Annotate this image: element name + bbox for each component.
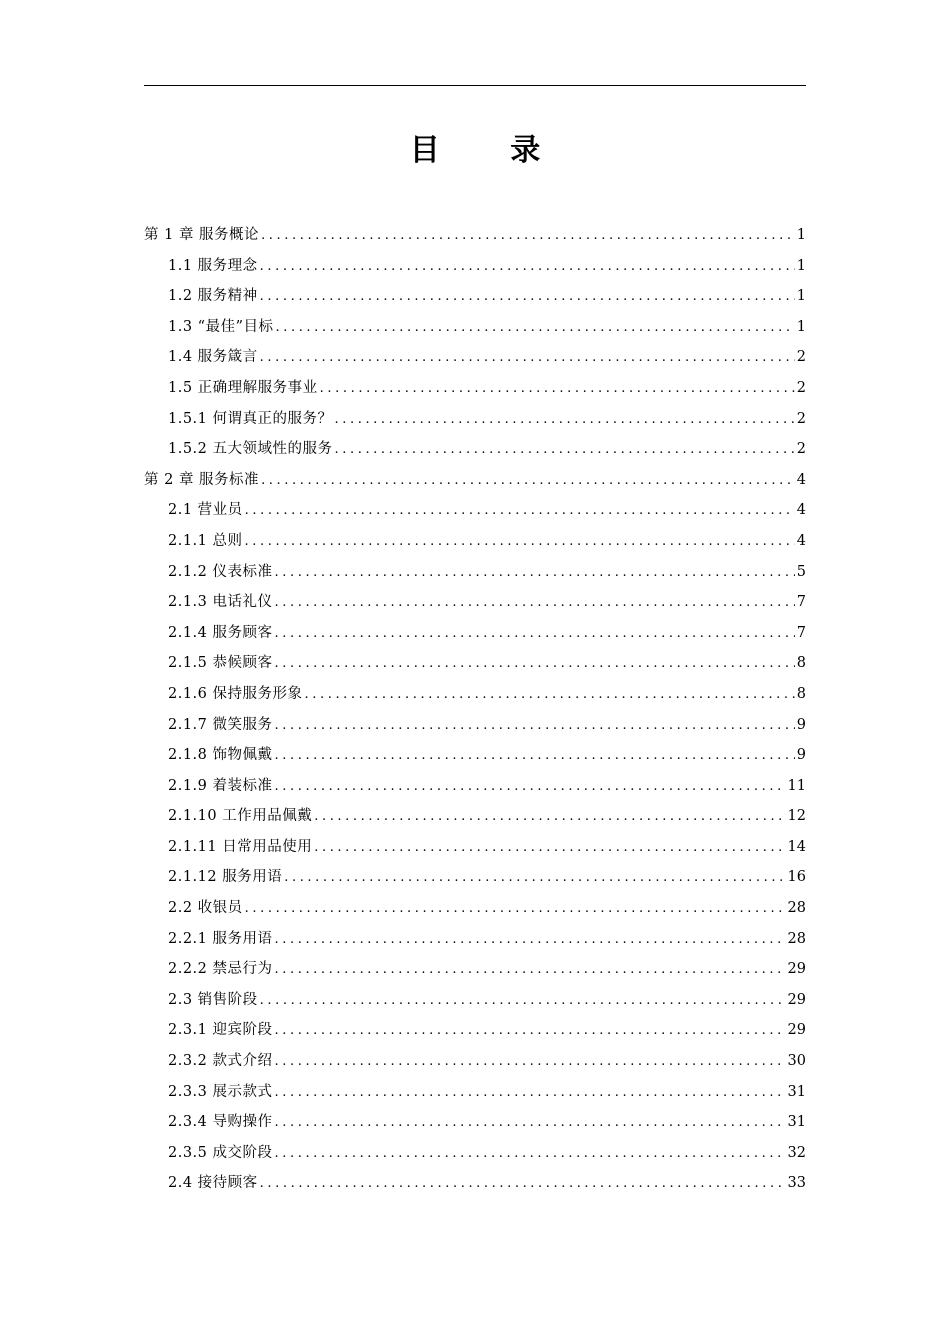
toc-section-entry[interactable]: [144, 740, 806, 771]
toc-entry-page-number: 1: [796, 257, 806, 274]
toc-entry-label: 1.5.2 五大领域性的服务: [168, 441, 333, 458]
toc-dot-leader: [275, 925, 786, 956]
toc-entry-page-number: 4: [796, 471, 806, 488]
toc-entry-page-number: 9: [796, 747, 806, 764]
table-of-contents: [144, 220, 806, 1199]
toc-entry-page-number: 11: [787, 777, 806, 794]
toc-dot-leader: [305, 680, 795, 711]
toc-section-entry[interactable]: [144, 710, 806, 741]
toc-section-entry[interactable]: [144, 1015, 806, 1046]
toc-entry-label: 2.4 接待顾客: [168, 1175, 258, 1192]
toc-chapter-entry[interactable]: [144, 465, 806, 496]
toc-entry-label: 1.4 服务箴言: [168, 349, 258, 366]
toc-dot-leader: [275, 955, 786, 986]
toc-section-entry[interactable]: [144, 1046, 806, 1077]
toc-entry-page-number: 33: [787, 1175, 806, 1192]
toc-entry-label: 2.1.12 服务用语: [168, 869, 283, 886]
toc-section-entry[interactable]: [144, 557, 806, 588]
toc-entry-page-number: 30: [787, 1053, 806, 1070]
toc-entry-label: 2.2 收银员: [168, 900, 243, 917]
toc-entry-page-number: 2: [796, 410, 806, 427]
toc-dot-leader: [320, 374, 795, 405]
toc-chapter-entry[interactable]: [144, 220, 806, 251]
toc-section-entry[interactable]: [144, 954, 806, 985]
toc-entry-page-number: 5: [796, 563, 806, 580]
toc-entry-page-number: 2: [796, 349, 806, 366]
toc-entry-label: 2.3.1 迎宾阶段: [168, 1022, 273, 1039]
toc-entry-label: 2.2.1 服务用语: [168, 930, 273, 947]
toc-entry-label: 2.1.9 着装标准: [168, 777, 273, 794]
toc-entry-page-number: 29: [787, 1022, 806, 1039]
toc-dot-leader: [275, 711, 795, 742]
toc-section-entry[interactable]: [144, 648, 806, 679]
toc-entry-page-number: 28: [787, 930, 806, 947]
toc-section-entry[interactable]: [144, 832, 806, 863]
toc-entry-label: 1.5 正确理解服务事业: [168, 379, 318, 396]
toc-entry-page-number: 1: [796, 288, 806, 305]
toc-dot-leader: [260, 1169, 786, 1200]
toc-dot-leader: [275, 772, 786, 803]
toc-entry-page-number: 29: [787, 961, 806, 978]
toc-entry-page-number: 31: [787, 1114, 806, 1131]
toc-dot-leader: [335, 435, 795, 466]
toc-section-entry[interactable]: [144, 342, 806, 373]
toc-section-entry[interactable]: [144, 434, 806, 465]
toc-entry-label: 2.1.8 饰物佩戴: [168, 747, 273, 764]
toc-entry-label: 第 2 章 服务标准: [144, 471, 260, 488]
toc-section-entry[interactable]: [144, 862, 806, 893]
toc-entry-page-number: 1: [796, 318, 806, 335]
toc-entry-page-number: 31: [787, 1083, 806, 1100]
toc-entry-label: 2.1.3 电话礼仪: [168, 594, 273, 611]
toc-entry-page-number: 7: [796, 624, 806, 641]
toc-dot-leader: [275, 1047, 786, 1078]
toc-dot-leader: [245, 527, 795, 558]
toc-section-entry[interactable]: [144, 373, 806, 404]
toc-dot-leader: [275, 558, 795, 589]
toc-entry-label: 2.1.11 日常用品使用: [168, 838, 313, 855]
header-rule: [144, 85, 806, 86]
toc-entry-label: 2.1.6 保持服务形象: [168, 685, 303, 702]
toc-entry-page-number: 9: [796, 716, 806, 733]
toc-entry-page-number: 32: [787, 1144, 806, 1161]
toc-entry-label: 2.1.4 服务顾客: [168, 624, 273, 641]
toc-section-entry[interactable]: [144, 1077, 806, 1108]
toc-dot-leader: [335, 405, 795, 436]
toc-dot-leader: [260, 252, 795, 283]
toc-entry-page-number: 7: [796, 594, 806, 611]
toc-section-entry[interactable]: [144, 251, 806, 282]
toc-entry-label: 2.2.2 禁忌行为: [168, 961, 273, 978]
toc-dot-leader: [275, 1108, 786, 1139]
toc-dot-leader: [260, 282, 795, 313]
toc-dot-leader: [275, 588, 795, 619]
toc-section-entry[interactable]: [144, 312, 806, 343]
toc-section-entry[interactable]: [144, 801, 806, 832]
toc-dot-leader: [276, 313, 795, 344]
toc-entry-label: 2.1.10 工作用品佩戴: [168, 808, 313, 825]
toc-entry-page-number: 2: [796, 379, 806, 396]
toc-section-entry[interactable]: [144, 893, 806, 924]
toc-dot-leader: [275, 649, 795, 680]
toc-dot-leader: [275, 619, 795, 650]
toc-entry-label: 2.1.7 微笑服务: [168, 716, 273, 733]
toc-dot-leader: [275, 1016, 786, 1047]
toc-entry-page-number: 4: [796, 502, 806, 519]
toc-entry-label: 2.3.5 成交阶段: [168, 1144, 273, 1161]
toc-dot-leader: [314, 802, 785, 833]
toc-entry-label: 1.1 服务理念: [168, 257, 258, 274]
toc-entry-label: 2.3.3 展示款式: [168, 1083, 273, 1100]
toc-entry-page-number: 8: [796, 655, 806, 672]
toc-section-entry[interactable]: [144, 679, 806, 710]
toc-section-entry[interactable]: [144, 587, 806, 618]
toc-entry-label: 2.3.2 款式介绍: [168, 1053, 273, 1070]
toc-entry-label: 第 1 章 服务概论: [144, 227, 260, 243]
toc-dot-leader: [245, 894, 786, 925]
toc-entry-page-number: 29: [787, 991, 806, 1008]
toc-entry-page-number: 1: [796, 227, 806, 243]
toc-entry-page-number: 12: [787, 808, 806, 825]
toc-entry-page-number: 16: [787, 869, 806, 886]
toc-dot-leader: [284, 863, 785, 894]
toc-section-entry[interactable]: [144, 404, 806, 435]
toc-entry-label: 2.1.5 恭候顾客: [168, 655, 273, 672]
toc-entry-page-number: 4: [796, 532, 806, 549]
toc-entry-label: 2.3 销售阶段: [168, 991, 258, 1008]
toc-dot-leader: [275, 741, 795, 772]
toc-entry-label: 2.1.1 总则: [168, 532, 243, 549]
toc-entry-page-number: 14: [787, 838, 806, 855]
toc-entry-page-number: 28: [787, 900, 806, 917]
toc-dot-leader: [314, 833, 785, 864]
toc-dot-leader: [275, 1078, 786, 1109]
toc-dot-leader: [261, 221, 795, 252]
page-title: 目 录: [409, 133, 571, 168]
toc-section-entry[interactable]: [144, 771, 806, 802]
toc-dot-leader: [275, 1139, 786, 1170]
toc-entry-label: 1.3 “最佳”目标: [168, 318, 274, 335]
toc-entry-page-number: 8: [796, 685, 806, 702]
toc-entry-label: 2.1.2 仪表标准: [168, 563, 273, 580]
toc-section-entry[interactable]: [144, 281, 806, 312]
toc-section-entry[interactable]: [144, 495, 806, 526]
toc-dot-leader: [245, 496, 795, 527]
toc-entry-page-number: 2: [796, 441, 806, 458]
toc-section-entry[interactable]: [144, 924, 806, 955]
toc-section-entry[interactable]: [144, 526, 806, 557]
toc-entry-label: 2.1 营业员: [168, 502, 243, 519]
toc-dot-leader: [261, 466, 795, 497]
toc-section-entry[interactable]: [144, 618, 806, 649]
toc-entry-label: 1.5.1 何谓真正的服务？: [168, 410, 333, 427]
toc-section-entry[interactable]: [144, 985, 806, 1016]
toc-dot-leader: [260, 986, 786, 1017]
toc-section-entry[interactable]: [144, 1107, 806, 1138]
toc-section-entry[interactable]: [144, 1138, 806, 1169]
toc-dot-leader: [260, 343, 795, 374]
toc-section-entry[interactable]: [144, 1168, 806, 1199]
toc-entry-label: 2.3.4 导购操作: [168, 1114, 273, 1131]
toc-entry-label: 1.2 服务精神: [168, 288, 258, 305]
